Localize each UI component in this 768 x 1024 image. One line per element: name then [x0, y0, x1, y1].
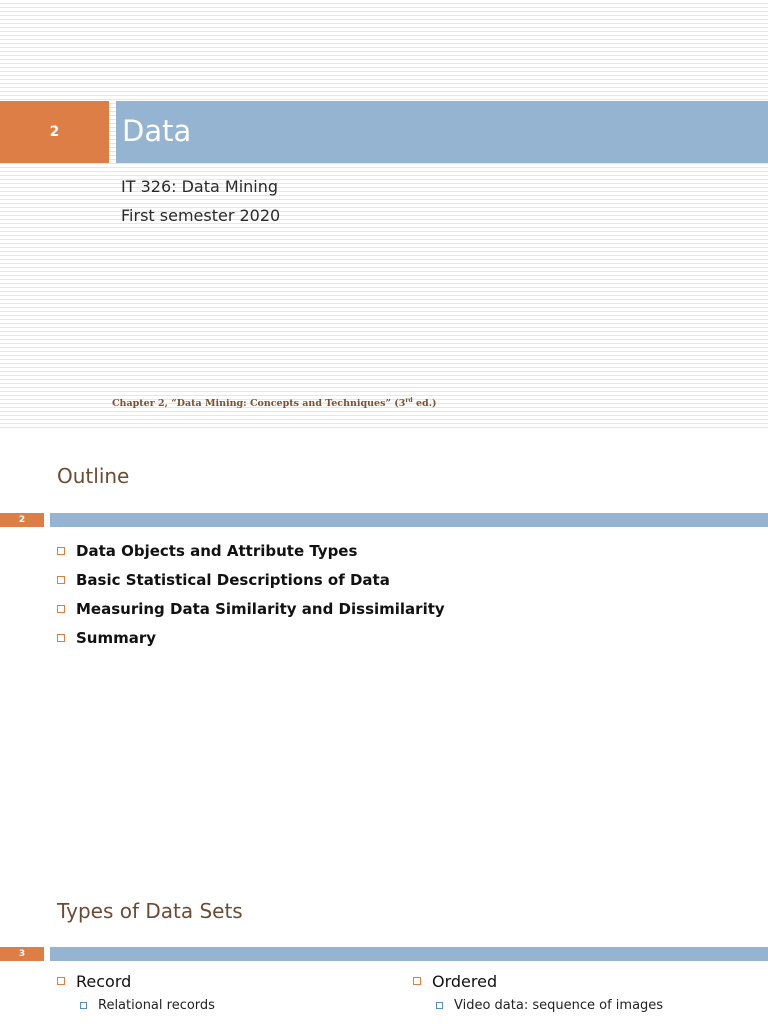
square-bullet-icon — [57, 977, 65, 985]
title-slide — [0, 0, 768, 430]
slide-title: Data — [122, 114, 192, 148]
list-item: Measuring Data Similarity and Dissimilarity — [57, 594, 445, 623]
square-bullet-icon — [436, 1002, 443, 1009]
ordered-column — [413, 969, 663, 1017]
record-column — [57, 969, 215, 1017]
list-item: Ordered — [413, 969, 663, 993]
slide-number-tab: 2 — [0, 513, 44, 527]
course-name: IT 326: Data Mining — [121, 177, 279, 196]
chapter-footnote: Chapter 2, “Data Mining: Concepts and Techniques” (3rd ed.) — [112, 397, 437, 410]
square-bullet-icon — [413, 977, 421, 985]
slide-title: Outline — [57, 464, 130, 488]
list-item: Basic Statistical Descriptions of Data — [57, 565, 445, 594]
list-item: Data Objects and Attribute Types — [57, 536, 445, 565]
slide-number-tab: 3 — [0, 947, 44, 961]
sub-list-item: Relational records — [80, 993, 215, 1017]
data-sets-slide — [0, 865, 768, 1024]
outline-list — [57, 536, 445, 652]
header-bar — [50, 947, 768, 961]
square-bullet-icon — [57, 547, 65, 555]
semester-label: First semester 2020 — [121, 206, 281, 225]
sub-list-item: Video data: sequence of images — [436, 993, 663, 1017]
square-bullet-icon — [80, 1002, 87, 1009]
list-item: Summary — [57, 623, 445, 652]
square-bullet-icon — [57, 634, 65, 642]
header-bar — [50, 513, 768, 527]
square-bullet-icon — [57, 576, 65, 584]
slide-title: Types of Data Sets — [57, 899, 243, 923]
square-bullet-icon — [57, 605, 65, 613]
outline-slide — [0, 430, 768, 865]
slide-number-tab: 2 — [0, 101, 109, 163]
title-bar — [116, 101, 768, 163]
list-item: Record — [57, 969, 215, 993]
